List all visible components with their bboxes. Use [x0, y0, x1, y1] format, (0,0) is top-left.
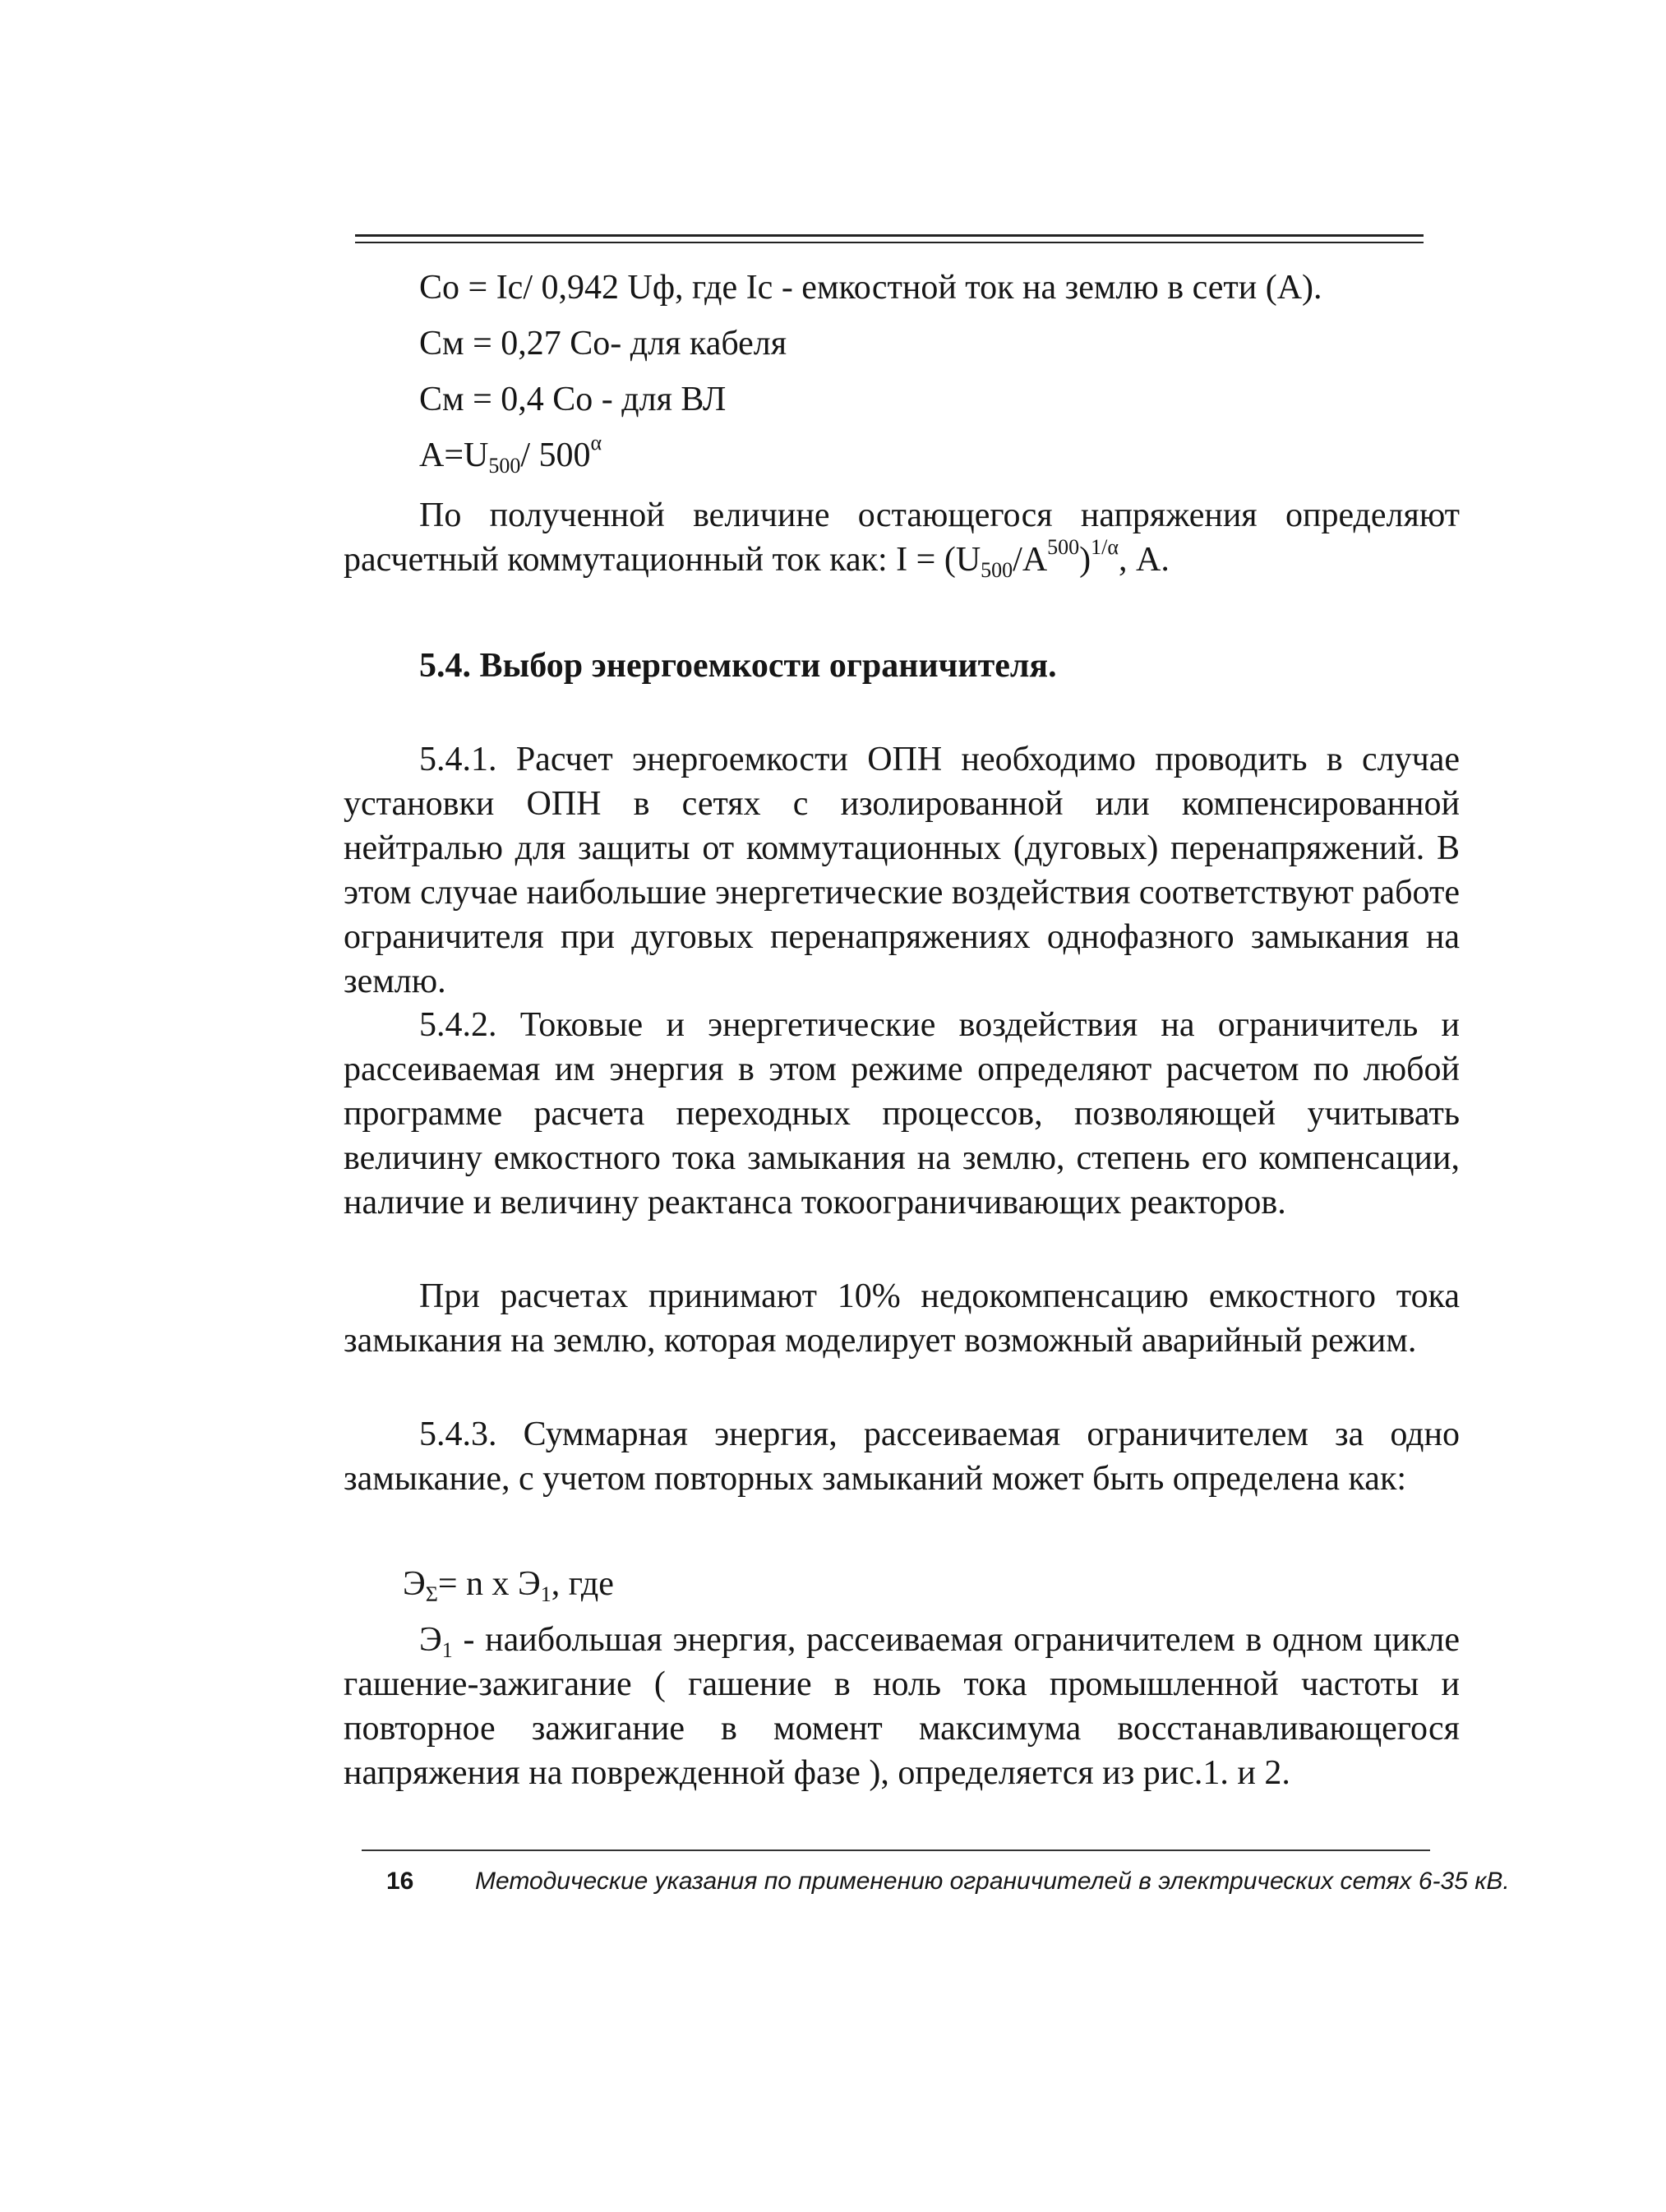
footer-title: Методические указания по применению ограничителей в электрических сетях 6-35 кВ.	[475, 1868, 1510, 1895]
paragraph-5-4-3: 5.4.3. Суммарная энергия, рассеиваемая ограничителем за одно замыкание, с учетом повторных замыканий может быть определена как:	[344, 1415, 1460, 1498]
paragraph-5-4-1: 5.4.1. Расчет энергоемкости ОПН необходимо проводить в случае установки ОПН в сетях с изолированной или компенсированной нейтралью для защиты от коммутационных (дуговых) перенапряжений. В этом случае наибольшие энергетические воздействия соответствуют работе ограничителя при дуговых перенапряжениях однофазного замыкания на землю.	[344, 741, 1460, 1000]
footer-rule	[362, 1849, 1430, 1851]
formula-cm-vl: См = 0,4 Со - для ВЛ	[419, 381, 727, 418]
header-double-rule-top	[355, 234, 1424, 237]
formula-energy-sum: $Э_\Sigma= n$ x $Э_1$, где	[403, 1565, 614, 1606]
paragraph-undercompensation: При расчетах принимают 10% недокомпенсацию емкостного тока замыкания на землю, которая моделирует возможный аварийный режим.	[344, 1277, 1460, 1360]
page-footer	[386, 1868, 1510, 1909]
formula-a: $А=U_{500}/$ $500^\alpha$	[419, 431, 602, 478]
residual-voltage-paragraph: По полученной величине остающегося напряжения определяют расчетный коммутационный ток как: $I = (U_{500}/A^{500})^{1/\alpha}$, А.	[344, 496, 1460, 582]
paragraph-e1-definition: $Э_1$ - наибольшая энергия, рассеиваемая ограничителем в одном цикле гашение-зажигание ( гашение в ноль тока промышленной частоты и повторное зажигание в момент максимума восстанавливающегося напряжения на поврежденной фазе ), определяется из рис.1. и 2.	[344, 1621, 1460, 1792]
current-formula: $I = (U_{500}/A^{500})^{1/\alpha}$, А.	[896, 535, 1170, 582]
page-number: 16	[386, 1868, 414, 1895]
paragraph-5-4-2: 5.4.2. Токовые и энергетические воздействия на ограничитель и рассеиваемая им энергия в этом режиме определяют расчетом по любой программе расчета переходных процессов, позволяющей учитывать величину емкостного тока замыкания на землю, степень его компенсации, наличие и величину реактанса токоограничивающих реакторов.	[344, 1006, 1460, 1221]
section-heading: 5.4. Выбор энергоемкости ограничителя.	[419, 647, 1057, 685]
formula-co: Co = Ic/ 0,942 Uф, где Ic - емкостной ток на землю в сети (А).	[419, 269, 1322, 307]
header-double-rule-bottom	[355, 242, 1424, 243]
formula-cm-cable: См = 0,27 Со- для кабеля	[419, 325, 787, 363]
